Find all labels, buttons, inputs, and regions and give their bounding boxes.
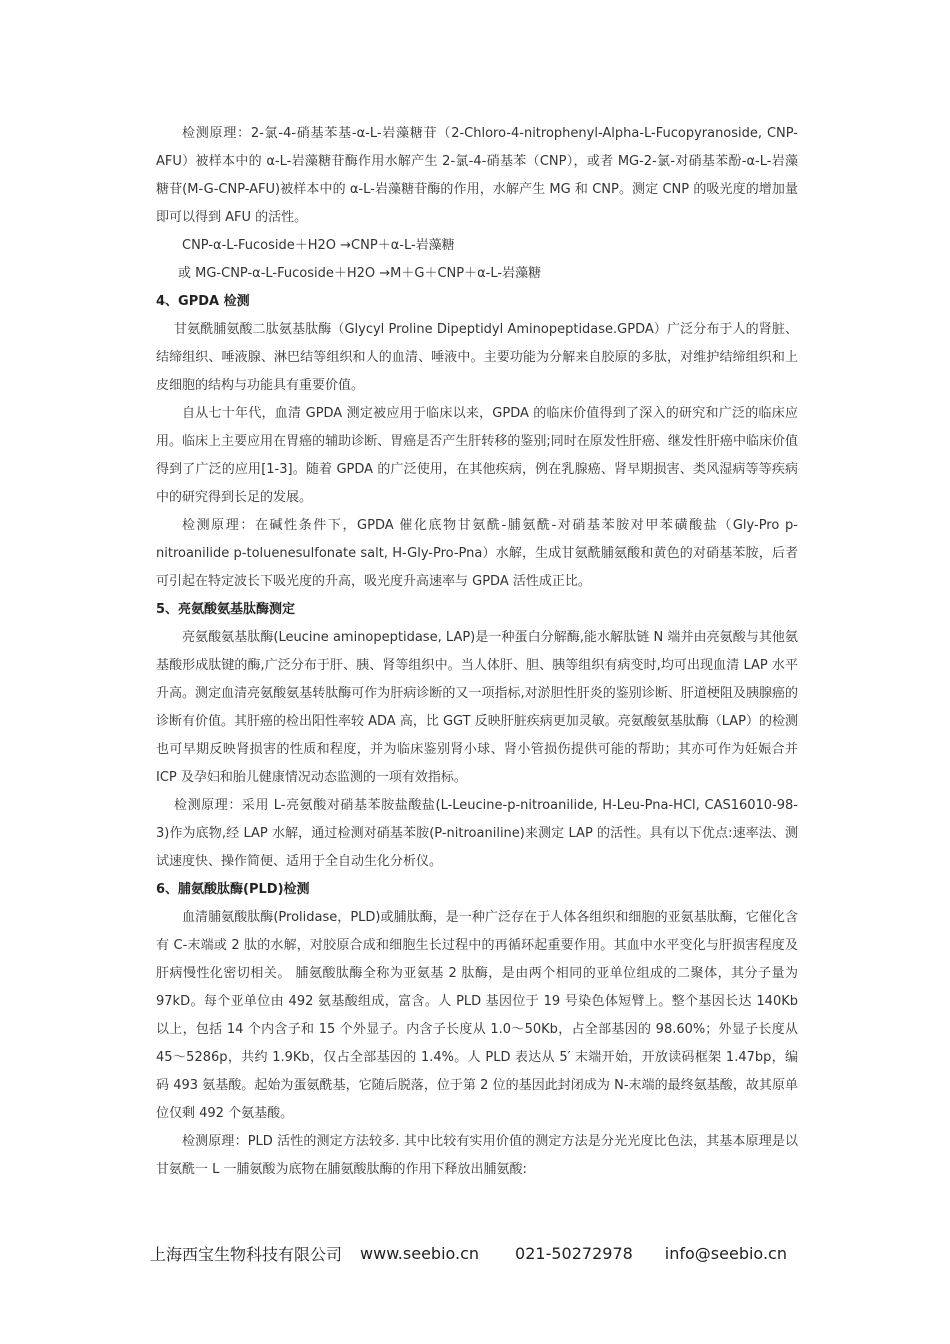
paragraph-gpda-principle: 检测原理：在碱性条件下，GPDA 催化底物甘氨酰-脯氨酰-对硝基苯胺对甲苯磺酸盐（Gly-Pro p-nitroanilide p-toluenesulfonate salt, H-Gly-Pro-Pna）水解，生成甘氨酰脯氨酸和黄色的对硝基苯胺，后者可引起在特定波长下吸光度的升高，吸光度升高速率与 GPDA 活性成正比。: [156, 518, 798, 589]
equation-1: CNP-α-L-Fucoside＋H2O →CNP＋α-L-岩藻糖: [182, 238, 455, 253]
footer-company: 上海西宝生物科技有限公司: [150, 1244, 343, 1264]
paragraph-lap-principle: 检测原理：采用 L-亮氨酸对硝基苯胺盐酸盐(L-Leucine-p-nitroanilide, H-Leu-Pna-HCl, CAS16010-98-3)作为底物,经 LAP 水解，通过检测对硝基苯胺(P-nitroaniline)来测定 LAP 的活性。具有以下优点:速率法、测试速度快、操作简便、适用于全自动生化分析仪。: [156, 798, 798, 869]
paragraph-gpda-intro: 甘氨酰脯氨酸二肽氨基肽酶（Glycyl Proline Dipeptidyl Aminopeptidase.GPDA）广泛分布于人的肾脏、结缔组织、唾液腺、淋巴结等组织和人的血清、唾液中。主要功能为分解来自胶原的多肽，对维护结缔组织和上皮细胞的结构与功能具有重要价值。: [156, 322, 798, 393]
footer-website[interactable]: www.seebio.cn: [360, 1243, 480, 1263]
paragraph-lap-intro: 亮氨酸氨基肽酶(Leucine aminopeptidase, LAP)是一种蛋白分解酶,能水解肽链 N 端并由亮氨酸与其他氨基酸形成肽键的酶,广泛分布于肝、胰、肾等组织中。当人体肝、胆、胰等组织有病变时,均可出现血清 LAP 水平升高。测定血清亮氨酸氨基转肽酶可作为肝病诊断的又一项指标,对淤胆性肝炎的鉴别诊断、肝道梗阻及胰腺癌的诊断有价值。其肝癌的检出阳性率较 ADA 高，比 GGT 反映肝脏疾病更加灵敏。亮氨酸氨基肽酶（LAP）的检测也可早期反映肾损害的性质和程度，并为临床鉴别肾小球、肾小管损伤提供可能的帮助；其亦可作为妊娠合并 ICP 及孕妇和胎儿健康情况动态监测的一项有效指标。: [156, 630, 798, 785]
paragraph-gpda-clinical: 自从七十年代，血清 GPDA 测定被应用于临床以来，GPDA 的临床价值得到了深入的研究和广泛的临床应用。临床上主要应用在胃癌的辅助诊断、胃癌是否产生肝转移的鉴别;同时在原发性肝癌、继发性肝癌中临床价值得到了广泛的应用[1-3]。随着 GPDA 的广泛使用，在其他疾病，例在乳腺癌、肾早期损害、类风湿病等等疾病中的研究得到长足的发展。: [156, 406, 798, 505]
paragraph-afu-principle: 检测原理：2-氯-4-硝基苯基-α-L-岩藻糖苷（2-Chloro-4-nitrophenyl-Alpha-L-Fucopyranoside, CNP-AFU）被样本中的 α-L-岩藻糖苷酶作用水解产生 2-氯-4-硝基苯（CNP），或者 MG-2-氯-对硝基苯酚-α-L-岩藻糖苷(M-G-CNP-AFU)被样本中的 α-L-岩藻糖苷酶的作用，水解产生 MG 和 CNP。测定 CNP 的吸光度的增加量即可以得到 AFU 的活性。: [156, 126, 798, 225]
footer-email[interactable]: info@seebio.cn: [664, 1243, 787, 1263]
heading-gpda: 4、GPDA 检测: [156, 294, 250, 309]
document-body: [156, 120, 798, 1184]
paragraph-pld-principle: 检测原理：PLD 活性的测定方法较多. 其中比较有实用价值的测定方法是分光光度比色法，其基本原理是以甘氨酰一 L 一脯氨酸为底物在脯氨酸肽酶的作用下释放出脯氨酸:: [156, 1134, 798, 1177]
equation-2: 或 MG-CNP-α-L-Fucoside＋H2O →M＋G＋CNP＋α-L-岩藻糖: [178, 266, 542, 281]
heading-lap: 5、亮氨酸氨基肽酶测定: [156, 602, 296, 617]
paragraph-pld-intro: 血清脯氨酸肽酶(Prolidase，PLD)或脯肽酶，是一种广泛存在于人体各组织和细胞的亚氨基肽酶，它催化含有 C-末端或 2 肽的水解，对胶原合成和细胞生长过程中的再循环起重要作用。其血中水平变化与肝损害程度及肝病慢性化密切相关。 脯氨酸肽酶全称为亚氨基 2 肽酶，是由两个相同的亚单位组成的二聚体，其分子量为 97kD。每个亚单位由 492 氨基酸组成，富含。人 PLD 基因位于 19 号染色体短臂上。整个基因长达 140Kb 以上，包括 14 个内含子和 15 个外显子。内含子长度从 1.0～50Kb，占全部基因的 98.60%；外显子长度从 45～5286p，共约 1.9Kb，仅占全部基因的 1.4%。人 PLD 表达从 5′ 末端开始，开放读码框架 1.47bp，编码 493 氨基酸。起始为蛋氨酰基，它随后脱落，位于第 2 位的基因此封闭成为 N-末端的最终氨基酸，故其原单位仅剩 492 个氨基酸。: [156, 910, 798, 1121]
heading-pld: 6、脯氨酸肽酶(PLD)检测: [156, 882, 310, 897]
footer-phone: 021-50272978: [515, 1243, 633, 1263]
footer: [150, 1238, 810, 1268]
